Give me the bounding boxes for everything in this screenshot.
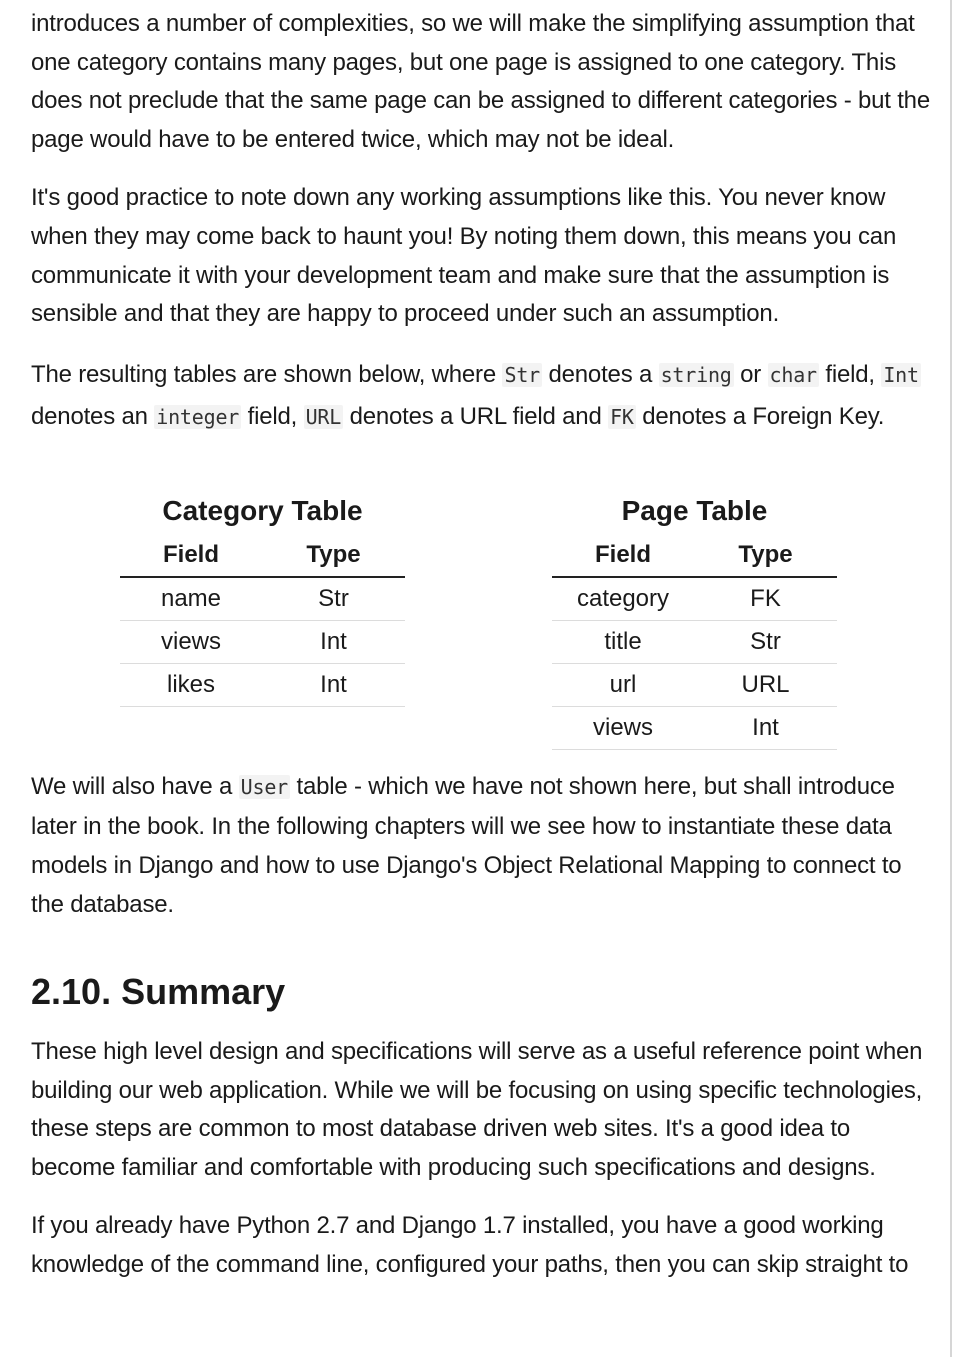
column-header: Type bbox=[694, 534, 837, 577]
table-cell: Str bbox=[694, 621, 837, 664]
legend-text: denotes a bbox=[542, 360, 659, 388]
section-heading: 2.10. Summary bbox=[31, 971, 286, 1012]
code-url: URL bbox=[305, 404, 342, 429]
legend-text: field, bbox=[241, 402, 304, 430]
table-cell: title bbox=[552, 621, 694, 664]
paragraph-summary: These high level design and specifications will serve as a useful reference point when building our web application. While we will be focusing on using specific technologies, these steps are common to most database driven web sites. It's a good idea to become familiar and comfortable with producing such specifications and designs. bbox=[31, 1038, 923, 1181]
page-table bbox=[552, 488, 837, 750]
paragraph-assumption: introduces a number of complexities, so we will make the simplifying assumption that one category contains many pages, but one page is assigned to one category. This does not preclude that the same page can be assigned to different categories - but the page would have to be entered twice, which may not be ideal. bbox=[31, 10, 930, 153]
code-integer: integer bbox=[156, 404, 240, 429]
legend-text: The resulting tables are shown below, where bbox=[31, 360, 503, 388]
table-cell: name bbox=[120, 577, 262, 621]
category-table bbox=[120, 488, 405, 707]
code-user: User bbox=[240, 775, 289, 799]
table-cell: views bbox=[120, 621, 262, 664]
table-row bbox=[120, 621, 405, 664]
table-cell: url bbox=[552, 664, 694, 707]
legend-text: or bbox=[733, 360, 768, 388]
code-fk: FK bbox=[610, 404, 634, 429]
column-header: Field bbox=[120, 534, 262, 577]
legend-text: denotes a Foreign Key. bbox=[635, 402, 885, 430]
table-header-row bbox=[552, 534, 837, 577]
paragraph-tables-legend bbox=[31, 354, 931, 438]
table-row bbox=[552, 577, 837, 621]
code-int: Int bbox=[883, 362, 919, 387]
paragraph-text: We will also have a bbox=[31, 773, 239, 800]
table-cell: Int bbox=[694, 707, 837, 750]
legend-text: field, bbox=[818, 360, 882, 388]
table-cell: Int bbox=[262, 621, 405, 664]
table-header-row bbox=[120, 534, 405, 577]
code-string: string bbox=[660, 362, 732, 387]
table-cell: FK bbox=[694, 577, 837, 621]
paragraph-good-practice: It's good practice to note down any working assumptions like this. You never know when they may come back to haunt you! By noting them down, this means you can communicate it with your development team and make sure that the assumption is sensible and that they are happy to proceed under such an assumption. bbox=[31, 184, 897, 328]
page-table-grid bbox=[552, 534, 837, 750]
paragraph-user-table bbox=[31, 767, 931, 924]
table-cell: views bbox=[552, 707, 694, 750]
legend-text: denotes an bbox=[31, 402, 155, 430]
table-cell: URL bbox=[694, 664, 837, 707]
table-cell: Str bbox=[262, 577, 405, 621]
tables-area bbox=[0, 488, 960, 758]
intro-text bbox=[31, 5, 931, 438]
category-table-grid bbox=[120, 534, 405, 707]
category-table-title: Category Table bbox=[162, 495, 363, 526]
table-row bbox=[120, 577, 405, 621]
table-cell: Int bbox=[262, 664, 405, 707]
summary-text bbox=[31, 1033, 936, 1285]
table-row bbox=[552, 621, 837, 664]
code-char: char bbox=[769, 362, 817, 387]
table-row bbox=[120, 664, 405, 707]
table-cell: likes bbox=[120, 664, 262, 707]
table-row bbox=[552, 707, 837, 750]
paragraph-text: table - which we have not shown here, but shall introduce later in the book. In the following chapters will we see how to instantiate these data models in Django and how to use Django's Object Relational Mapping to connect to the database. bbox=[31, 773, 902, 918]
legend-text: denotes a URL field and bbox=[343, 402, 609, 430]
table-cell: category bbox=[552, 577, 694, 621]
page-table-title: Page Table bbox=[621, 495, 768, 526]
code-str: Str bbox=[504, 362, 541, 387]
table-row bbox=[552, 664, 837, 707]
after-tables-text bbox=[31, 767, 931, 924]
column-header: Type bbox=[262, 534, 405, 577]
column-header: Field bbox=[552, 534, 694, 577]
paragraph-prerequisites: If you already have Python 2.7 and Django 1.7 installed, you have a good working knowledge of the command line, configured your paths, then you can skip straight to bbox=[31, 1212, 909, 1278]
